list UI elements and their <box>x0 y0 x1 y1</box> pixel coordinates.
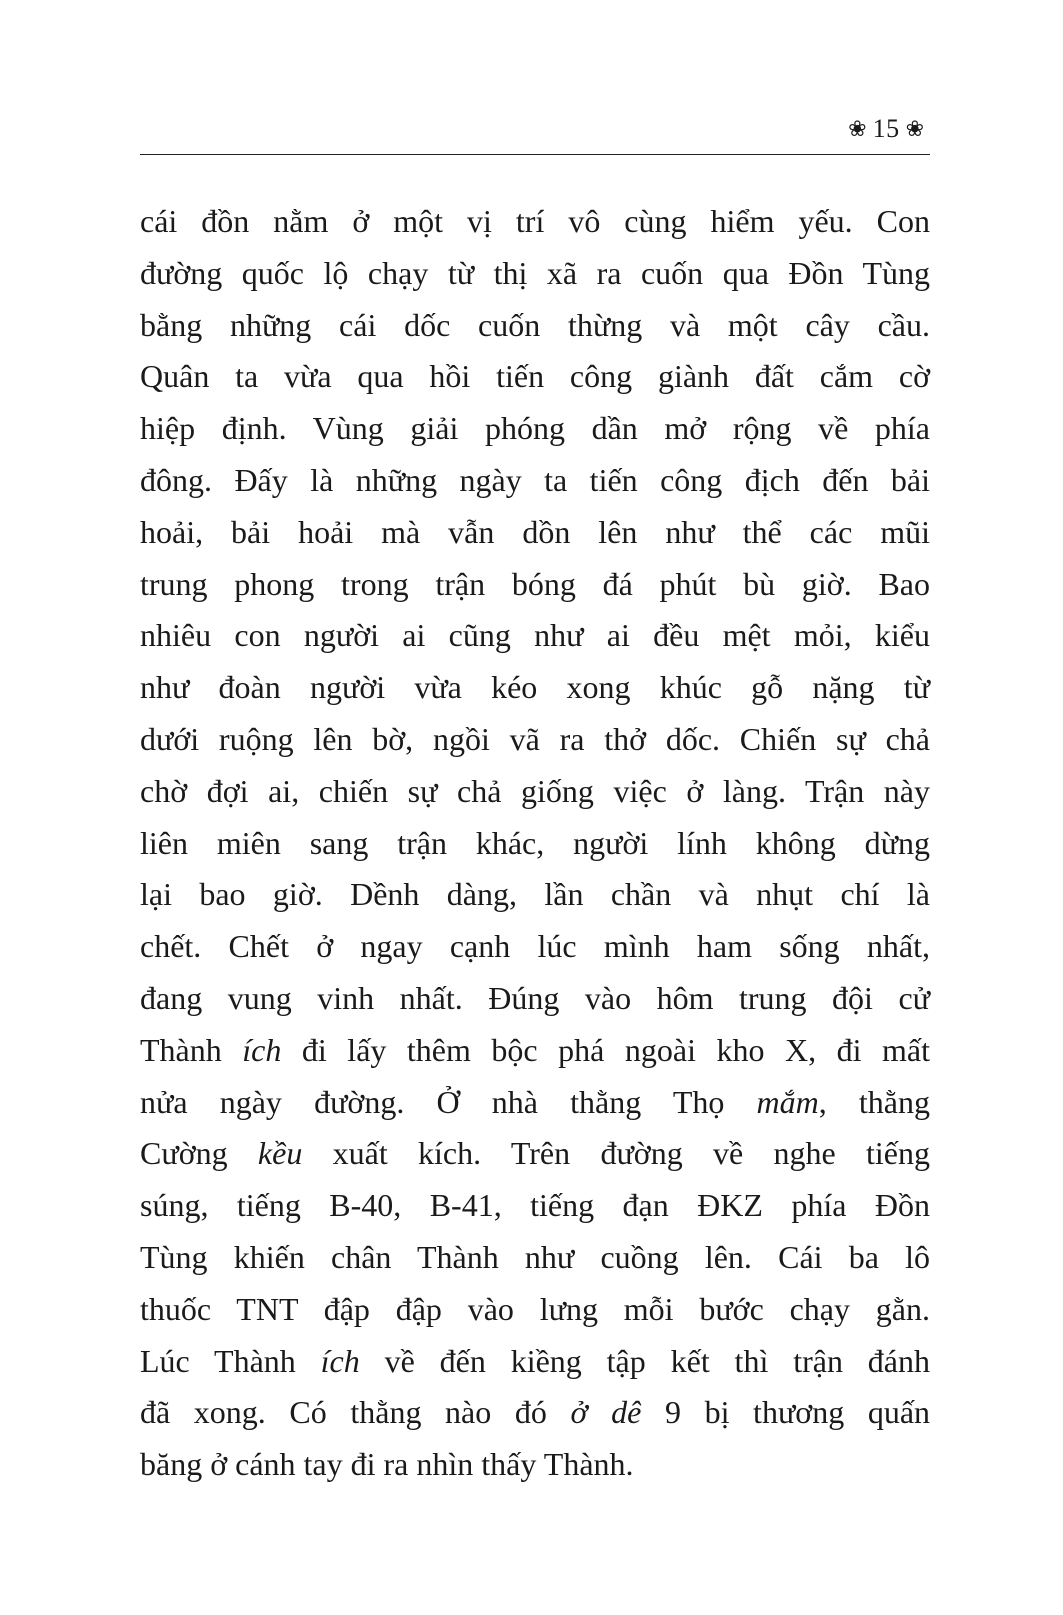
text-segment: như đoàn người vừa kéo xong khúc gỗ nặng từ <box>140 669 930 706</box>
text-line <box>140 300 930 352</box>
italic-text: ích <box>320 1342 360 1379</box>
text-line <box>140 455 930 507</box>
text-line <box>140 610 930 662</box>
text-line <box>140 507 930 559</box>
text-line <box>140 1128 930 1180</box>
text-line <box>140 1336 930 1388</box>
text-line <box>140 1025 930 1077</box>
page-number: 15 <box>872 114 900 143</box>
text-segment: lại bao giờ. Dềnh dàng, lần chần và nhụt chí là <box>140 876 930 913</box>
text-segment: Lúc Thành <box>140 1342 321 1379</box>
text-segment: cái đồn nằm ở một vị trí vô cùng hiểm yếu. Con <box>140 203 930 239</box>
text-line <box>140 1232 930 1284</box>
text-line <box>140 973 930 1025</box>
text-line <box>140 196 930 248</box>
text-segment: liên miên sang trận khác, người lính không dừng <box>140 824 930 861</box>
text-segment: nhiêu con người ai cũng như ai đều mệt mỏi, kiểu <box>140 617 930 654</box>
text-segment: hoải, bải hoải mà vẫn dồn lên như thể các mũi <box>140 513 930 550</box>
page-header <box>140 104 930 155</box>
text-segment: hiệp định. Vùng giải phóng dần mở rộng về phía <box>140 410 930 447</box>
text-line <box>140 248 930 300</box>
text-segment: súng, tiếng B-40, B-41, tiếng đạn ĐKZ phía Đồn <box>140 1187 930 1224</box>
text-line <box>140 818 930 870</box>
text-segment: thuốc TNT đập đập vào lưng mỗi bước chạy gằn. <box>140 1290 930 1327</box>
text-segment: trung phong trong trận bóng đá phút bù giờ. Bao <box>140 565 930 602</box>
text-line <box>140 403 930 455</box>
text-segment: đã xong. Có thằng nào đó <box>140 1394 571 1431</box>
text-line <box>140 1077 930 1129</box>
text-segment: băng ở cánh tay đi ra nhìn thấy Thành. <box>140 1446 634 1483</box>
text-line <box>140 1439 930 1491</box>
italic-text: mắm <box>756 1083 819 1120</box>
text-segment: đường quốc lộ chạy từ thị xã ra cuốn qua Đồn Tùng <box>140 254 930 291</box>
text-line <box>140 921 930 973</box>
text-segment: nửa ngày đường. Ở nhà thằng Thọ <box>140 1083 757 1120</box>
text-line <box>140 1180 930 1232</box>
text-segment: 9 bị thương quấn <box>641 1394 931 1431</box>
text-line <box>140 559 930 611</box>
text-segment: , thằng <box>818 1083 931 1120</box>
text-segment: đông. Đấy là những ngày ta tiến công địch đến bải <box>140 461 930 498</box>
ornament-left-icon: ❀ <box>848 116 867 142</box>
text-line <box>140 662 930 714</box>
text-segment: đi lấy thêm bộc phá ngoài kho X, đi mất <box>281 1031 931 1068</box>
text-line <box>140 714 930 766</box>
text-segment: chờ đợi ai, chiến sự chả giống việc ở làng. Trận này <box>140 772 930 809</box>
text-segment: Tùng khiến chân Thành như cuồng lên. Cái ba lô <box>140 1238 930 1275</box>
body-paragraph <box>140 196 930 1491</box>
ornament-right-icon: ❀ <box>905 116 924 142</box>
text-segment: về đến kiềng tập kết thì trận đánh <box>359 1342 931 1379</box>
text-line <box>140 766 930 818</box>
text-segment: đang vung vinh nhất. Đúng vào hôm trung đội cử <box>140 979 930 1016</box>
text-segment: dưới ruộng lên bờ, ngồi vã ra thở dốc. Chiến sự chả <box>140 720 930 757</box>
text-segment: Thành <box>140 1031 243 1068</box>
italic-text: ích <box>242 1031 282 1068</box>
italic-text: ở dê <box>570 1394 642 1431</box>
text-line <box>140 869 930 921</box>
text-line <box>140 351 930 403</box>
text-line <box>140 1284 930 1336</box>
text-segment: xuất kích. Trên đường về nghe tiếng <box>302 1135 931 1172</box>
text-segment: chết. Chết ở ngay cạnh lúc mình ham sống nhất, <box>140 928 930 965</box>
text-segment: Cường <box>140 1135 258 1172</box>
text-segment: Quân ta vừa qua hồi tiến công giành đất cắm cờ <box>140 358 930 395</box>
italic-text: kều <box>257 1135 303 1172</box>
text-line <box>140 1387 930 1439</box>
text-segment: bằng những cái dốc cuốn thừng và một cây cầu. <box>140 306 930 343</box>
